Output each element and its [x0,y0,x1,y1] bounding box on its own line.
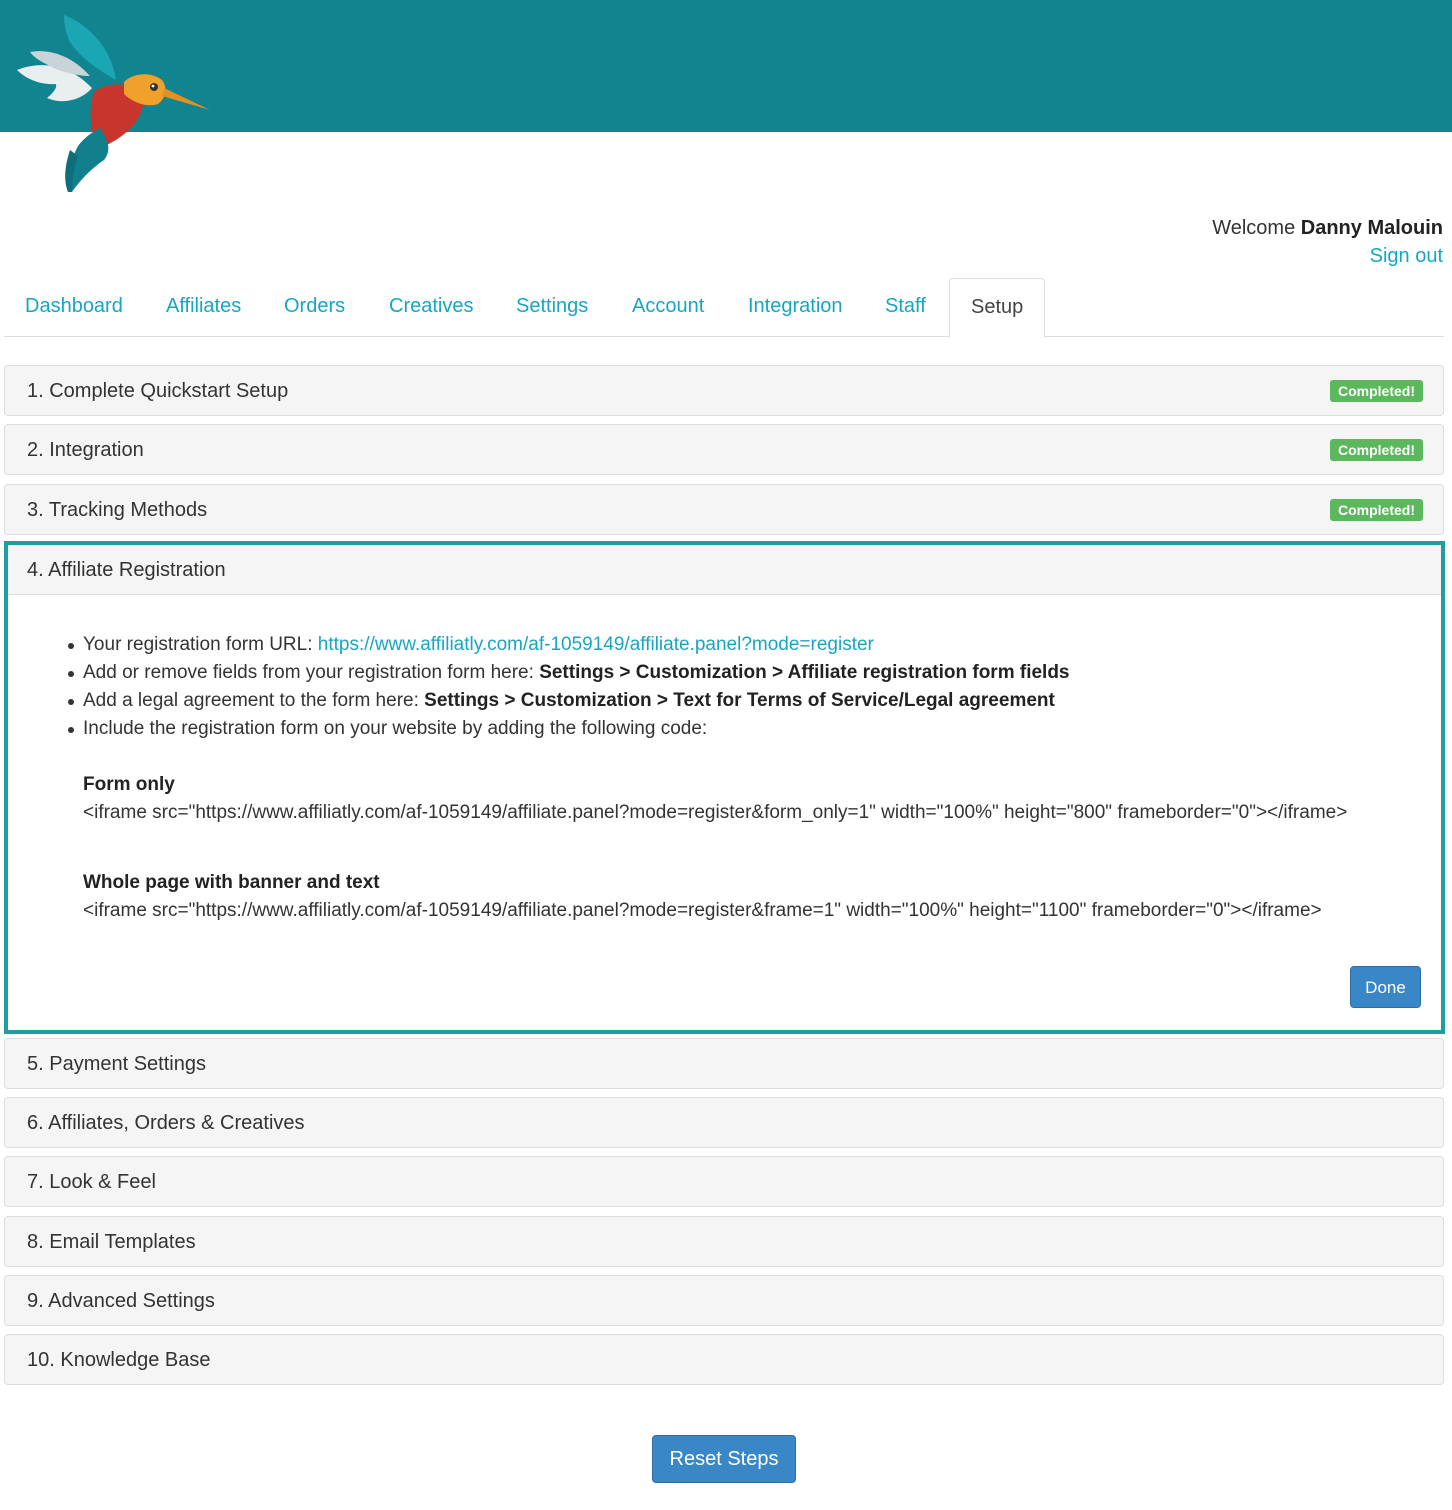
welcome-text [1212,216,1443,240]
form-only-block [83,771,1347,827]
step-panel-quickstart[interactable] [4,365,1444,416]
user-name: Danny Malouin [1300,217,1443,239]
list-item [83,631,1423,659]
tab-account[interactable]: Account [632,295,705,317]
main-nav-tabs [4,278,1444,337]
step-panel-knowledge-base[interactable] [4,1334,1444,1385]
reset-steps-button[interactable]: Reset Steps [652,1435,796,1483]
completed-badge: Completed! [1330,439,1423,461]
whole-page-block [83,869,1322,925]
include-text: Include the registration form on your website by adding the following code: [83,718,708,739]
step-panel-integration[interactable] [4,424,1444,475]
tab-staff[interactable]: Staff [885,295,926,317]
done-button[interactable]: Done [1350,966,1421,1008]
step-title: 7. Look & Feel [27,1171,156,1193]
whole-page-code[interactable]: <iframe src="https://www.affiliatly.com/af-1059149/affiliate.panel?mode=register&frame=1" width="100%" height="1100" frameborder="0"></iframe> [83,900,1322,921]
registration-url-link[interactable]: https://www.affiliatly.com/af-1059149/affiliate.panel?mode=register [317,634,874,655]
list-item [83,659,1423,687]
welcome-label: Welcome [1212,217,1296,239]
step-panel-affiliates-orders-creatives[interactable] [4,1097,1444,1148]
step-title: 8. Email Templates [27,1231,196,1253]
step-title: 9. Advanced Settings [27,1290,215,1312]
step-title: 3. Tracking Methods [27,499,208,521]
step-panel-advanced-settings[interactable] [4,1275,1444,1326]
tab-settings[interactable]: Settings [516,295,589,317]
whole-page-label: Whole page with banner and text [83,872,380,893]
tab-affiliates[interactable]: Affiliates [166,295,242,317]
step-header[interactable] [8,545,1441,595]
registration-info-list [83,631,1423,743]
step-panel-affiliate-registration [4,541,1445,1034]
step-title: 1. Complete Quickstart Setup [27,380,289,402]
tab-creatives[interactable]: Creatives [389,295,474,317]
completed-badge: Completed! [1330,380,1423,402]
tab-orders[interactable]: Orders [284,295,346,317]
completed-badge: Completed! [1330,499,1423,521]
url-prefix: Your registration form URL: [83,634,318,655]
step-panel-payment-settings[interactable] [4,1038,1444,1089]
legal-prefix: Add a legal agreement to the form here: [83,690,425,711]
list-item [83,715,1423,743]
fields-prefix: Add or remove fields from your registration form here: [83,662,540,683]
step-panel-tracking-methods[interactable] [4,484,1444,535]
form-only-code[interactable]: <iframe src="https://www.affiliatly.com/af-1059149/affiliate.panel?mode=register&form_only=1" width="100%" height="800" frameborder="0"></iframe> [83,802,1348,823]
tab-setup[interactable]: Setup [949,278,1045,338]
step-title: 4. Affiliate Registration [27,559,226,581]
fields-path: Settings > Customization > Affiliate registration form fields [539,662,1070,683]
form-only-label: Form only [83,774,175,795]
legal-path: Settings > Customization > Text for Terms of Service/Legal agreement [424,690,1055,711]
header-bar [0,0,1452,132]
hummingbird-logo-icon [12,10,212,200]
tab-integration[interactable]: Integration [748,295,843,317]
step-title: 10. Knowledge Base [27,1349,211,1371]
sign-out-link[interactable]: Sign out [1369,245,1443,267]
step-title: 2. Integration [27,439,144,461]
list-item [83,687,1423,715]
step-panel-email-templates[interactable] [4,1216,1444,1267]
step-title: 5. Payment Settings [27,1053,206,1075]
step-title: 6. Affiliates, Orders & Creatives [27,1112,305,1134]
step-panel-look-and-feel[interactable] [4,1156,1444,1207]
tab-dashboard[interactable]: Dashboard [25,295,123,317]
